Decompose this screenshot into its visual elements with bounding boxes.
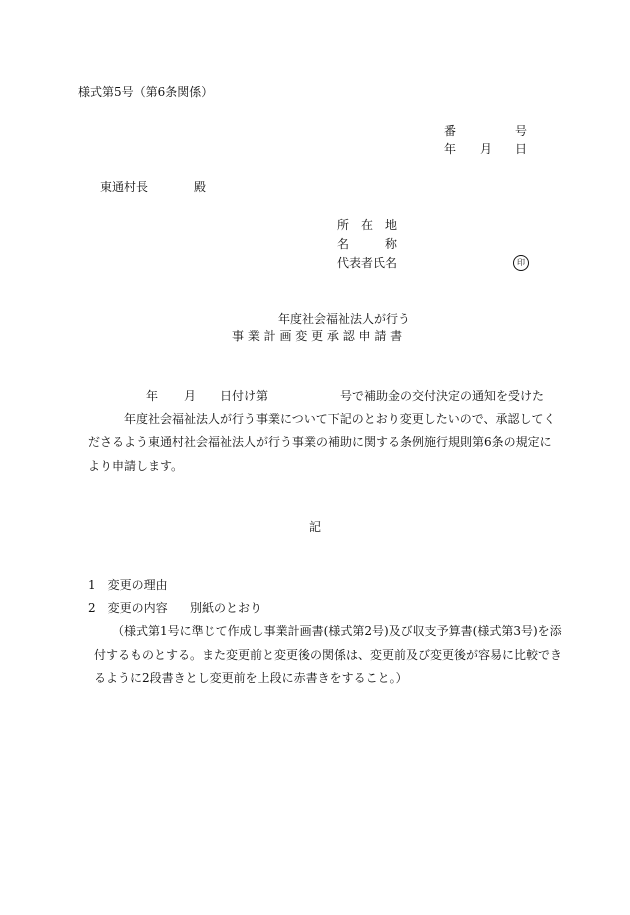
body-line-3: ださるよう東通村社会福祉法人が行う事業の補助に関する条例施行規則第6条の規定に	[88, 435, 552, 449]
body-line-1-rest: 号で補助金の交付決定の通知を受けた	[340, 389, 545, 403]
title-line-2: 事 業 計 画 変 更 承 認 申 請 書	[232, 329, 403, 343]
date-month-label: 月	[480, 142, 493, 156]
number-label-go: 号	[515, 124, 528, 138]
applicant-address-label: 所 在 地	[337, 218, 398, 232]
body-date-label: 日付け第	[220, 389, 269, 403]
note-line-2: 付するものとする。また変更前と変更後の関係は、変更前及び変更後が容易に比較でき	[94, 648, 563, 662]
date-year-label: 年	[444, 142, 457, 156]
seal-mark: 印	[513, 255, 529, 271]
title-line-1: 年度社会福祉法人が行う	[278, 312, 411, 326]
item-2-content-label: 2 変更の内容	[88, 601, 168, 615]
date-day-label: 日	[515, 142, 528, 156]
number-label-ban: 番	[444, 124, 457, 138]
applicant-name-label: 名 称	[337, 237, 398, 251]
applicant-representative-label: 代表者氏名	[337, 256, 398, 270]
body-year-label: 年	[146, 389, 159, 403]
item-2-content-value: 別紙のとおり	[190, 601, 263, 615]
body-month-label: 月	[184, 389, 197, 403]
note-line-3: るように2段書きとし変更前を上段に赤書きをすること。）	[94, 671, 408, 685]
form-number: 様式第5号（第6条関係）	[78, 85, 214, 99]
addressee-honorific: 殿	[194, 180, 207, 194]
note-line-1: （様式第1号に準じて作成し事業計画書(様式第2号)及び収支予算書(様式第3号)を添	[112, 624, 562, 638]
addressee-name: 東通村長	[100, 180, 149, 194]
item-1-reason: 1 変更の理由	[88, 578, 168, 592]
body-line-2: 年度社会福祉法人が行う事業について下記のとおり変更したいので、承認してく	[124, 412, 556, 426]
body-line-4: より申請します。	[88, 459, 184, 473]
ki-heading: 記	[309, 520, 322, 534]
